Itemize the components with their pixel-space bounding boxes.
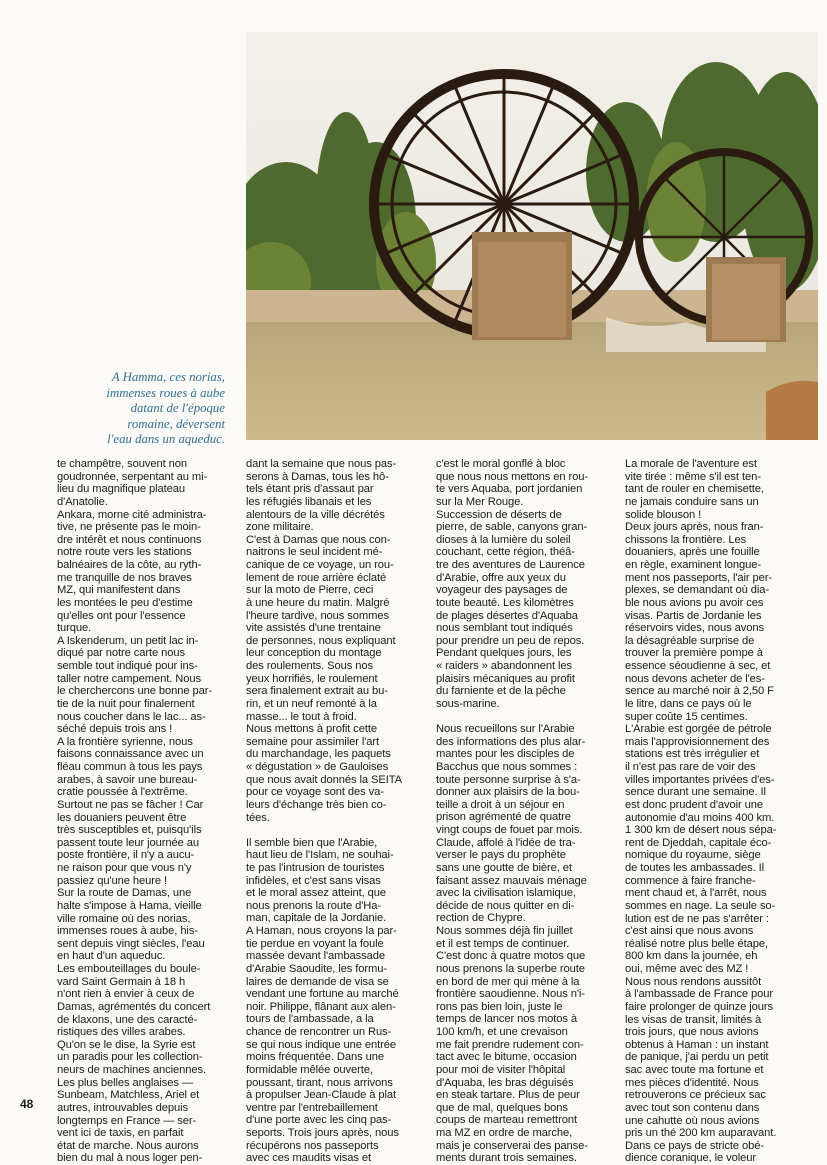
text-line: tie de la nuit pour finalement	[57, 697, 195, 710]
text-line: longtemps en France — ser-	[57, 1114, 197, 1127]
text-line: vingt coups de fouet par mois.	[436, 824, 583, 837]
text-line: Sunbeam, Matchless, Ariel et	[57, 1089, 200, 1102]
text-line: arabes, à savoir une bureau-	[57, 773, 198, 786]
text-line: canique de ce voyage, un rou-	[246, 559, 394, 571]
noria-photo	[246, 32, 818, 440]
text-line: alentours de la ville décrétés	[246, 508, 385, 521]
text-line: les montées le peu d'estime	[57, 596, 193, 609]
text-line: il n'est pas rare de voir des	[625, 761, 756, 773]
text-line: du marchandage, les paquets	[246, 748, 391, 761]
text-line: toute beauté. Les kilomètres	[436, 596, 574, 609]
text-line: laires de demande de visa se	[246, 975, 389, 988]
text-line: ment nos passeports, l'air per-	[625, 571, 773, 584]
text-line: sera finalement extrait au bu-	[246, 685, 388, 698]
text-line: A la frontière syrienne, nous	[57, 735, 193, 748]
text-line: tre des aventures de Laurence	[436, 559, 585, 571]
text-line: réalisé notre plus belle étape,	[625, 937, 769, 950]
text-line: taller notre campement. Nous	[57, 672, 201, 685]
text-line: tant de rouler en chemisette,	[625, 483, 764, 496]
text-line: en règle, examinent longue-	[625, 559, 761, 571]
text-line: est donc prudent d'avoir une	[625, 798, 764, 811]
text-line: faire prolonger de quinze jours	[625, 1000, 774, 1013]
text-line: c'est ainsi que nous avons	[625, 925, 754, 938]
text-line: avec tout son contenu dans	[625, 1101, 760, 1114]
text-line: vite tirée : même s'il est ten-	[625, 470, 761, 483]
text-line: sent depuis vingt siècles, l'eau	[57, 937, 205, 950]
text-line: Nous nous rendons aussitôt	[625, 975, 762, 988]
text-line: 100 km/h, et une crevaison	[436, 1026, 568, 1039]
text-line: plexes, se demandant où dia-	[625, 584, 769, 597]
text-line: les visas de transit, limités à	[625, 1013, 762, 1026]
text-line: dre intérêt et nous continuons	[57, 533, 202, 546]
text-line: séché depuis trois ans !	[57, 723, 173, 736]
caption-line: immenses roues à aube	[106, 385, 225, 400]
text-line: immenses roues à aube, his-	[57, 925, 198, 938]
text-line: « dégustation » de Gauloises	[246, 761, 389, 773]
text-line: se qui nous indique une entrée	[246, 1038, 397, 1051]
caption-line: datant de l'époque	[130, 401, 225, 416]
text-line: mes pièces d'identité. Nous	[625, 1076, 759, 1089]
caption-line: A Hamma, ces norias,	[111, 370, 225, 384]
text-line: vent ici de taxis, en parfait	[57, 1127, 184, 1140]
text-line: massée devant l'ambassade	[246, 950, 385, 963]
text-line: l'heure tardive, nous sommes	[246, 609, 389, 622]
text-line: Deux jours après, nous fran-	[625, 521, 764, 534]
text-line: coups de marteau remettront	[436, 1114, 577, 1127]
text-line: ville romaine où des norias,	[57, 912, 191, 925]
text-line: Les plus belles anglaises —	[57, 1076, 193, 1089]
text-line: A Iskenderum, un petit lac in-	[57, 634, 199, 647]
text-line	[436, 711, 624, 724]
text-line: te champêtre, souvent non	[57, 458, 187, 470]
text-line: formidable mêlée ouverte,	[246, 1063, 373, 1076]
text-line: chance de rencontrer un Rus-	[246, 1026, 392, 1039]
text-line: autres, introuvables depuis	[57, 1101, 189, 1114]
noria-illustration	[246, 32, 818, 440]
text-line: stations est très irrégulier et	[625, 748, 760, 761]
text-line: villes importantes privées d'es-	[625, 773, 775, 786]
text-line: masse... le tout à froid.	[246, 710, 357, 723]
text-line: réservoirs vides, nous avons	[625, 622, 764, 635]
text-line: n'ont rien à envier à ceux de	[57, 988, 195, 1001]
text-line: de personnes, nous expliquant	[246, 634, 396, 647]
text-line: C'est à Damas que nous con-	[246, 533, 391, 546]
text-line: nous devons acheter de l'es-	[625, 672, 765, 685]
page-number: 48	[20, 1097, 34, 1111]
text-line: lieu du magnifique plateau	[57, 483, 186, 496]
text-line: obtenus à Haman : un instant	[625, 1038, 769, 1051]
text-line: infidèles, et c'est sans visas	[246, 874, 381, 887]
text-line: d'Aquaba, les bras déguisés	[436, 1076, 574, 1089]
text-line: zone militaire.	[246, 521, 314, 534]
text-line: décide de nous quitter en di-	[436, 899, 575, 912]
text-line: trouver la première pompe à	[625, 647, 763, 660]
text-line: rons pas bien loin, juste le	[436, 1000, 563, 1013]
text-line: sence durant une semaine. Il	[625, 786, 766, 799]
text-line: Ankara, morne cité administra-	[57, 508, 207, 521]
text-line: donner aux plaisirs de la bou-	[436, 786, 580, 799]
text-line: sence au marché noir à 2,50 F	[625, 685, 774, 698]
text-line: halte s'impose à Hama, vieille	[57, 899, 202, 912]
text-line: rection de Chypre.	[436, 912, 526, 925]
text-line: en haut d'un aqueduc.	[57, 950, 166, 963]
text-line: très susceptibles et, puisqu'ils	[57, 824, 202, 837]
text-line: récupérons nos passeports	[246, 1139, 379, 1152]
photo-caption	[55, 370, 225, 448]
text-line: sous-marine.	[436, 697, 500, 710]
text-line: plaisirs mécaniques au profit	[436, 672, 575, 685]
text-line: mais l'approvisionnement des	[625, 735, 770, 748]
text-line: d'Arabie, offre aux yeux du	[436, 571, 566, 584]
text-line: Sur la route de Damas, une	[57, 887, 192, 900]
text-line: que nous nous mettons en rou-	[436, 470, 588, 483]
text-line: tours de l'ambassade, a la	[246, 1013, 374, 1026]
text-line: pris un thé 200 km auparavant.	[625, 1127, 777, 1140]
text-line: essence séoudienne à sec, et	[625, 660, 771, 672]
text-line: douaniers, après une fouille	[625, 546, 760, 559]
text-line: ble nous avions pu avoir ces	[625, 596, 764, 609]
text-line: 1 300 km de désert nous sépa-	[625, 824, 777, 837]
text-line: me fait prendre rudement con-	[436, 1038, 584, 1051]
text-line: tie perdue en voyant la foule	[246, 937, 384, 950]
text-line: tive, ne présente pas le moin-	[57, 521, 201, 534]
text-line: MZ, qui manifestent dans	[57, 584, 181, 597]
text-line: toute personne surprise à s'a-	[436, 773, 581, 786]
text-line: et il est temps de continuer.	[436, 937, 570, 950]
text-line: teille a droit à un séjour en	[436, 798, 565, 811]
text-line: c'est le moral gonflé à bloc	[436, 458, 566, 470]
text-line: diqué par notre carte nous	[57, 647, 186, 660]
text-line: te pas l'intrusion de touristes	[246, 861, 385, 874]
text-line: noir. Philippe, flânant aux alen-	[246, 1000, 396, 1013]
text-line: lution est de ne pas s'arrêter :	[625, 912, 769, 925]
text-line: temps de lancer nos motos à	[436, 1013, 577, 1026]
text-line: de klaxons, une des caracté-	[57, 1013, 198, 1026]
text-line: de toutes les ambassades. Il	[625, 862, 764, 874]
text-line: Surtout ne pas se fâcher ! Car	[57, 798, 204, 811]
text-line: poussant, tirant, nous arrivons	[246, 1076, 393, 1089]
text-line: L'Arabie est gorgée de pétrole	[625, 723, 772, 736]
text-line: une cahutte où nous avions	[625, 1114, 760, 1127]
text-line: ment chaud et, à l'arrêt, nous	[625, 887, 767, 900]
text-line: qu'elles ont pour l'essence	[57, 609, 186, 622]
text-line: mantes pour les disciples de	[436, 748, 575, 761]
text-line: tact avec le bitume, occasion	[436, 1051, 577, 1064]
text-line: chissons la frontière. Les	[625, 533, 747, 546]
text-line: Nous recueillons sur l'Arabie	[436, 723, 575, 736]
text-line: cratie poussée à l'extrême.	[57, 786, 188, 799]
text-line: notre route vers les stations	[57, 546, 192, 559]
text-line: les douaniers peuvent être	[57, 811, 187, 824]
text-line: frontière saoudienne. Nous n'i-	[436, 988, 585, 1001]
text-line: te vers Aquaba, port jordanien	[436, 483, 583, 496]
text-line: tels étant pris d'assaut par	[246, 483, 374, 496]
text-line: de panique, j'ai perdu un petit	[625, 1051, 769, 1064]
text-line: bien du mal à nous loger pen-	[57, 1152, 203, 1165]
text-line: les réfugiés libanais et les	[246, 495, 372, 508]
text-line: le cherchercons une bonne par-	[57, 685, 212, 698]
text-line: La morale de l'aventure est	[625, 458, 757, 470]
text-column-4	[625, 458, 813, 1165]
text-line: dience coranique, le voleur	[625, 1152, 757, 1165]
text-line: seports. Trois jours après, nous	[246, 1127, 399, 1140]
text-line: couchant, cette région, théâ-	[436, 546, 575, 559]
text-line: Qu'on se le dise, la Syrie est	[57, 1038, 196, 1051]
text-line: leurs d'échange très bien co-	[246, 798, 387, 811]
text-line: des roulements. Sous nos	[246, 660, 373, 672]
text-line: pour moi de visiter l'hôpital	[436, 1063, 566, 1076]
text-line: haut lieu de l'Islam, ne souhai-	[246, 849, 394, 862]
text-line: à propulser Jean-Claude à plat	[246, 1089, 396, 1102]
text-line: turque.	[57, 622, 92, 635]
text-line: me tranquille de nos braves	[57, 571, 192, 584]
text-line: sur la moto de Pierre, ceci	[246, 584, 374, 597]
text-line: avec la civilisation islamique,	[436, 887, 576, 900]
text-line: Damas, agrémentés du concert	[57, 1000, 211, 1013]
text-line: visas. Partis de Jordanie les	[625, 609, 762, 622]
text-line: d'Arabie Saoudite, les formu-	[246, 962, 388, 975]
text-line: passent toute leur journée au	[57, 836, 200, 849]
text-line: Nous mettons à profit cette	[246, 723, 377, 736]
text-line: Succession de déserts de	[436, 508, 562, 521]
text-line: à une heure du matin. Malgré	[246, 596, 390, 609]
text-line: Bacchus que nous sommes :	[436, 760, 578, 773]
text-line: sac avec toute ma fortune et	[625, 1064, 764, 1076]
text-line: Les embouteillages du boule-	[57, 963, 201, 975]
text-line: en steak tartare. Plus de peur	[436, 1089, 580, 1102]
text-line: balnéaires de la côte, au ryth-	[57, 559, 202, 571]
text-line: avec ces maudits visas et	[246, 1152, 371, 1165]
text-line: oui, même avec des MZ !	[625, 963, 749, 975]
text-line: prison agrémenté de quatre	[436, 811, 571, 824]
text-line: tées.	[246, 811, 270, 824]
text-line: faisons connaissance avec un	[57, 748, 204, 761]
text-column-2	[246, 458, 434, 1165]
caption-line: romaine, déversent	[127, 416, 225, 431]
text-line: poste frontière, il n'y a aucu-	[57, 849, 195, 862]
text-line: la désagréable surprise de	[625, 634, 755, 647]
text-line: et le moral assez atteint, que	[246, 887, 387, 900]
text-line: trois jours, que nous avions	[625, 1026, 759, 1039]
text-line: pour ce voyage sont des va-	[246, 786, 384, 799]
text-line: neurs de machines anciennes.	[57, 1064, 206, 1076]
text-line: serons à Damas, tous les hô-	[246, 470, 389, 483]
text-line: Pendant quelques jours, les	[436, 647, 572, 660]
text-line: ne jamais conduire sans un	[625, 495, 759, 508]
text-line: moins fréquentée. Dans une	[246, 1051, 384, 1064]
text-line: naitrons le seul incident mé-	[246, 546, 383, 559]
text-line: que nous avait donnés la SEITA	[246, 773, 403, 786]
text-line: yeux horrifiés, le roulement	[246, 672, 378, 685]
text-column-1	[57, 458, 245, 1165]
text-line: lement de roue arrière éclaté	[246, 571, 387, 584]
text-line: mais je conserverai des panse-	[436, 1139, 588, 1152]
text-line: ristiques des villes arabes.	[57, 1026, 186, 1039]
text-line: que de mal, quelques bons	[436, 1101, 568, 1114]
text-line: nous prenons la route d'Ha-	[246, 899, 382, 912]
text-line: en bord de mer qui mène à la	[436, 975, 580, 988]
text-line: vite assistés d'une trentaine	[246, 622, 381, 635]
text-line: super coûte 15 centimes.	[625, 710, 748, 723]
text-line	[246, 824, 434, 837]
text-line: commence à faire franche-	[625, 874, 756, 887]
text-line: A Haman, nous croyons la par-	[246, 925, 397, 938]
text-line: un paradis pour les collection-	[57, 1051, 203, 1064]
text-line: solide blouson !	[625, 508, 702, 521]
text-line: ne raison pour que vous n'y	[57, 862, 192, 874]
text-line: dioses à la lumière du soleil	[436, 533, 571, 546]
text-line: d'Anatolie.	[57, 495, 108, 508]
text-line: C'est donc à quatre motos que	[436, 950, 586, 963]
text-line: ventre par l'entrebaillement	[246, 1101, 378, 1114]
text-line: faisant assez mauvais ménage	[436, 874, 587, 887]
text-line: semble tout indiqué pour ins-	[57, 660, 198, 672]
text-line: nous semblant tout indiqués	[436, 622, 573, 635]
text-line: ma MZ en ordre de marche,	[436, 1127, 573, 1140]
text-line: sur la Mer Rouge.	[436, 495, 524, 508]
text-line: état de marche. Nous aurons	[57, 1139, 199, 1152]
text-line: sans une goutte de bière, et	[436, 861, 572, 874]
text-line: Il semble bien que l'Arabie,	[246, 836, 378, 849]
text-line: à l'ambassade de France pour	[625, 988, 773, 1001]
text-line: nous prenons la superbe route	[436, 962, 585, 975]
text-line: « raiders » abandonnent les	[436, 660, 573, 672]
text-line: autonomie d'au moins 400 km.	[625, 811, 775, 824]
text-line: man, capitale de la Jordanie.	[246, 912, 387, 925]
text-line: nomique du royaume, siège	[625, 849, 761, 862]
text-line: 800 km dans la journée, eh	[625, 950, 758, 963]
text-line: fléau commun à tous les pays	[57, 761, 203, 773]
text-line: de plages désertes d'Aquaba	[436, 609, 578, 622]
text-line: le litre, dans ce pays où le	[625, 697, 752, 710]
caption-line: l'eau dans un aqueduc.	[107, 432, 225, 447]
text-line: leur conception du montage	[246, 647, 382, 660]
text-line: voyageur des paysages de	[436, 584, 568, 597]
text-line: Nous sommes déjà fin juillet	[436, 925, 573, 938]
text-line: vard Saint Germain à 18 h	[57, 975, 186, 988]
text-line: du farniente et de la pêche	[436, 685, 566, 698]
text-line: d'une porte avec les cinq pas-	[246, 1114, 392, 1127]
text-line: pour prendre un peu de repos.	[436, 634, 585, 647]
text-line: rent de Djeddah, capitale éco-	[625, 836, 772, 849]
text-line: vendant une fortune au marché	[246, 988, 399, 1001]
text-line: ments durant trois semaines.	[436, 1152, 577, 1165]
text-line: Claude, affolé à l'idée de tra-	[436, 836, 576, 849]
text-line: verser le pays du prophète	[436, 849, 566, 862]
text-line: retrouverons ce précieux sac	[625, 1089, 766, 1102]
text-column-3	[436, 458, 624, 1165]
text-line: goudronnée, serpentant au mi-	[57, 470, 208, 483]
text-line: des informations des plus alar-	[436, 735, 586, 748]
text-line: passiez qu'une heure !	[57, 874, 168, 887]
text-line: Dans ce pays de stricte obé-	[625, 1139, 764, 1152]
text-line: sommes en nage. La seule so-	[625, 899, 776, 912]
text-line: pierre, de sable, canyons gran-	[436, 521, 588, 534]
text-line: dant la semaine que nous pas-	[246, 458, 397, 470]
text-line: semaine pour assimiler l'art	[246, 735, 380, 748]
text-line: rin, et un neuf remonté à la	[246, 697, 377, 710]
text-line: nous coucher dans le lac... as-	[57, 710, 206, 723]
